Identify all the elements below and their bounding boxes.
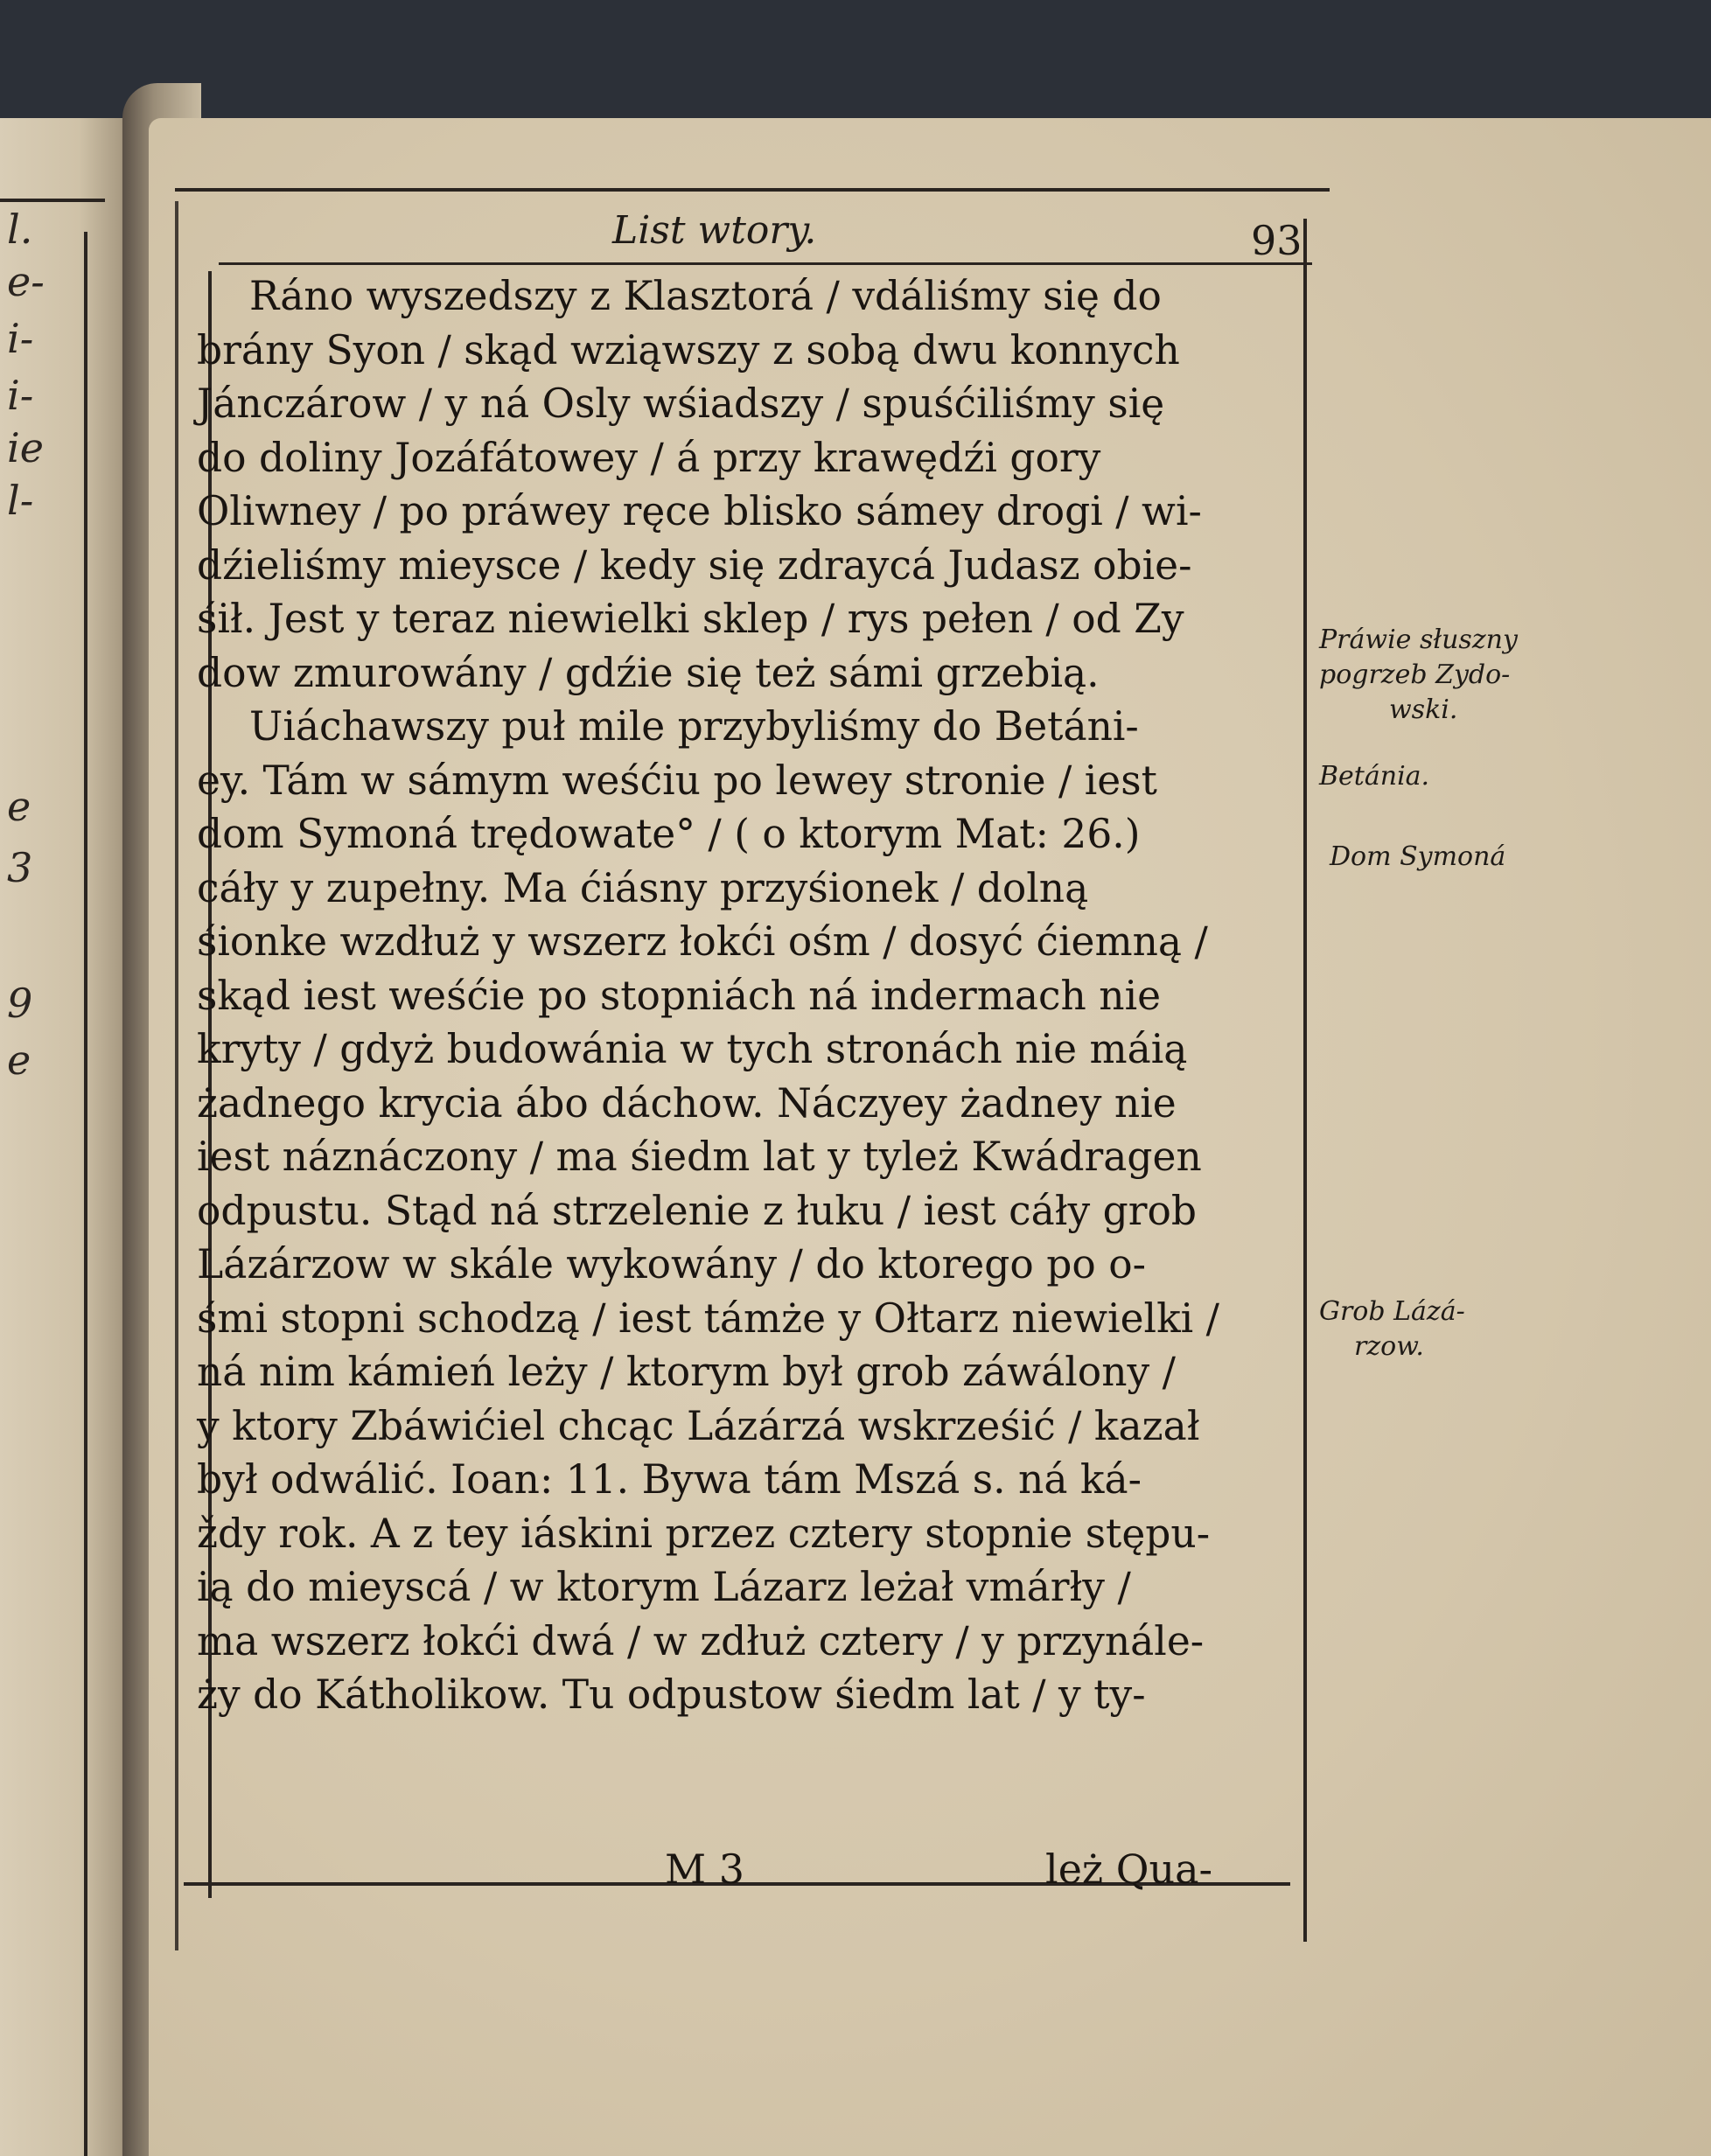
margin-note-lazarus-tomb <box>1319 1294 1564 1364</box>
page-number: 93 <box>1251 217 1302 264</box>
left-fragment: 9 <box>7 980 33 1027</box>
left-fragment: e <box>7 1036 31 1084</box>
text-line: ży do Kátholikow. Tu odpustow śiedm lat / y ty- <box>197 1671 1146 1718</box>
text-line: do doliny Jozáfátowey / á przy krawędźi gory <box>197 434 1101 481</box>
margin-note-bethany <box>1319 759 1564 794</box>
text-line: był odwálić. Ioan: 11. Bywa tám Mszá s. ná ká- <box>197 1456 1142 1503</box>
text-line: dźieliśmy mieysce / kedy się zdraycá Judasz obie- <box>197 541 1192 589</box>
signature-mark: M 3 <box>665 1846 744 1893</box>
left-fragment: l. <box>7 206 33 253</box>
running-header: List wtory. <box>612 208 817 253</box>
text-line: ná nim kámień leży / ktorym był grob záwálony / <box>197 1349 1176 1395</box>
text-line: dow zmurowány / gdźie się też sámi grzebią. <box>197 649 1100 696</box>
margin-note-line: pogrzeb Zydo- <box>1319 659 1511 690</box>
page-frame-top <box>175 188 1330 192</box>
text-line: odpustu. Stąd ná strzelenie z łuku / iest cáły grob <box>197 1187 1198 1234</box>
text-line: ma wszerz łokći dwá / w zdłuż cztery / y przynále- <box>197 1617 1205 1664</box>
text-line: ždy rok. A z tey iáskini przez cztery stopnie stępu- <box>197 1510 1211 1557</box>
text-line: cáły y zupełny. Ma ćiásny przyśionek / dolną <box>197 864 1089 911</box>
text-line: Lázárzow w skále wykowány / do ktorego po o- <box>197 1241 1146 1287</box>
text-line: Jánczárow / y ná Osly wśiadszy / spuśćiliśmy się <box>197 380 1165 427</box>
left-page-frame-line <box>84 232 87 2156</box>
left-fragment: i- <box>7 315 34 362</box>
text-line: Uiáchawszy puł mile przybyliśmy do Betáni- <box>249 703 1139 750</box>
body-text <box>197 269 1308 1722</box>
left-page-rule <box>0 199 105 202</box>
page-frame-outer-left <box>175 201 178 1950</box>
left-page-edge <box>0 118 131 2156</box>
left-fragment: ie <box>7 424 44 471</box>
left-fragment: l- <box>7 477 34 524</box>
text-line: ią do mieyscá / w ktorym Lázarz leżał vmárły / <box>197 1564 1131 1610</box>
text-line: śionke wzdłuż y wszerz łokći ośm / dosyć ćiemną / <box>197 918 1208 965</box>
header-rule <box>219 262 1312 265</box>
text-line: brány Syon / skąd wziąwszy z sobą dwu konnych <box>197 326 1180 373</box>
margin-note-line: Grob Lázá- <box>1319 1296 1465 1327</box>
text-line: skąd iest weśćie po stopniách ná indermach nie <box>197 972 1162 1019</box>
catchword: leż Qua- <box>1045 1846 1213 1893</box>
text-line: Ráno wyszedszy z Klasztorá / vdáliśmy się do <box>249 273 1162 319</box>
margin-note-line: wski. <box>1389 694 1458 725</box>
margin-note-burial <box>1319 623 1564 728</box>
left-fragment: e <box>7 783 31 830</box>
text-line: y ktory Zbáwićiel chcąc Lázárzá wskrześić / kazał <box>197 1402 1200 1449</box>
left-fragment: e- <box>7 258 45 305</box>
text-line: dom Symoná trędowate° / ( o ktorym Mat: 26.) <box>197 811 1141 857</box>
text-line: Oliwney / po práwey ręce blisko sámey drogi / wi- <box>197 488 1202 534</box>
text-line: śił. Jest y teraz niewielki sklep / rys pełen / od Zy <box>197 596 1184 642</box>
margin-note-line: Betánia. <box>1319 761 1430 792</box>
margin-note-line: Dom Symoná <box>1330 841 1506 872</box>
text-line: ey. Tám w sámym weśćiu po lewey stronie / iest <box>197 757 1157 804</box>
margin-note-line: rzow. <box>1354 1331 1424 1362</box>
text-line: żadnego krycia ábo dáchow. Náczyey żadney nie <box>197 1079 1177 1127</box>
text-line: śmi stopni schodzą / iest támże y Ołtarz niewielki / <box>197 1294 1219 1342</box>
margin-note-simon-house <box>1319 840 1564 875</box>
margin-note-line: Práwie słuszny <box>1319 624 1518 655</box>
text-line: iest náznáczony / ma śiedm lat y tyleż Kwádragen <box>197 1134 1202 1180</box>
text-line: kryty / gdyż budowánia w tych stronách nie máią <box>197 1026 1188 1072</box>
left-fragment: i- <box>7 372 34 419</box>
left-fragment: 3 <box>7 844 33 891</box>
